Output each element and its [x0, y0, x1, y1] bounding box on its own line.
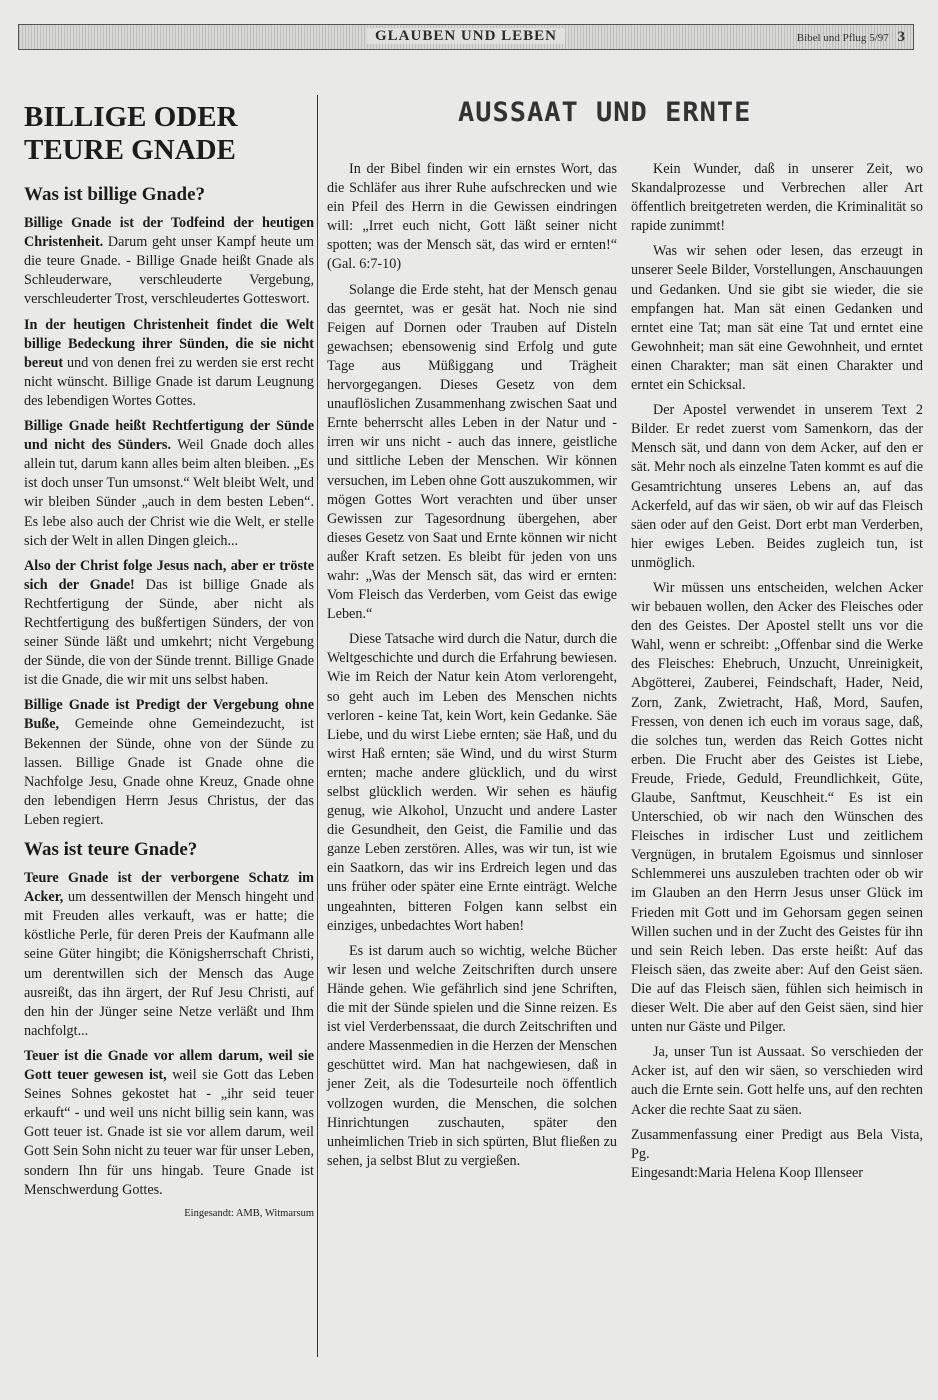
article-title-aussaat: AUSSAAT UND ERNTE: [458, 97, 752, 128]
column-divider: [317, 95, 318, 1357]
paragraph: Der Apostel verwendet in unserem Text 2 Bilder. Er redet zuerst vom Samenkorn, das der Mensch sät, und dann von dem Acker, auf den er sät. Mehr noch als einzelne Taten kommt es auf die Gesamtrichtung unseres Lebens an, auf das Ackerfeld, auf das wir säen, ob wir auf das Fleisch säen oder auf den Geist. Dort erbt man Verderben, hier ewiges Leben. Beides zugleich tun, ist unmöglich.: [631, 402, 923, 571]
subheading: Was ist billige Gnade?: [24, 184, 206, 205]
paragraph: Also der Christ folge Jesus nach, aber er tröste sich der Gnade! Das ist billige Gnade als Rechtfertigung der Sünde, aber nicht als Rechtfertigung des bußfertigen Sünders, der von seiner Sünde läßt und umkehrt; nicht Vergebung der Sünde, die von der Sünde trennt. Billige Gnade ist die Gnade, die wir mit uns selbst haben.: [24, 557, 314, 689]
paragraph: Was wir sehen oder lesen, das erzeugt in unserer Seele Bilder, Vorstellungen, Anschauungen und Gedanken. Und sie gibt sie wieder, die sie empfangen hat. Man sät einen Gedanken und erntet eine Tat; man sät eine Tat und erntet eine Gewohnheit; man sät eine Gewohnheit, und erntet einen Charakter; man sät einen Charakter und erntet ein Schicksal.: [631, 243, 923, 394]
paragraph: Es ist darum auch so wichtig, welche Bücher wir lesen und welche Zeitschriften durch unsere Hände gehen. Wie gefährlich sind jene Schriften, die mit der Sünde spielen und die Sinne reizen. Es ist viel Verderbenssaat, die durch Zeitschriften und andere Massenmedien in die Herzen der Menschen geschüttet wird. Man hat nachgewiesen, daß in jener Zeit, als die Todesurteile noch öffentlich vollzogen wurden, die Menschen, die solchen Hinrichtungen zuschauten, später den unheimlichen Trieb in sich spürten, Blut fließen zu sehen, ja selbst Blut zu vergießen.: [327, 942, 617, 1169]
page-header: [18, 24, 914, 50]
paragraph: In der heutigen Christenheit findet die Welt billige Bedeckung ihrer Sünden, die sie nicht bereut und von denen frei zu werden sie erst recht nicht wünscht. Billige Gnade ist darum Leugnung des lebendigen Wortes Gottes.: [24, 316, 314, 409]
source-credit: Eingesandt:Maria Helena Koop Illenseer: [631, 1164, 864, 1181]
paragraph: Diese Tatsache wird durch die Natur, durch die Weltgeschichte und durch die Erfahrung bewiesen. Wie im Reich der Natur kein Atom verlorengeht, so geht auch im Leben des Menschen nichts verloren - keine Tat, kein Wort, kein Gedanke. Säe Liebe, und du wirst Liebe ernten; säe Haß, und du wirst Haß ernten; säe Wind, und du wirst Sturm ernten; mache andere glücklich, und du wirst selbst glücklich werden. Wir sehen es häufig genug, wie Alkohol, Unzucht und andere Laster die Gesundheit, den Geist, die Familie und das ganze Leben zerstören. Alles, was wir tun, ist wie ein Saatkorn, das wir ins Erdreich legen und das uns früher oder später eine Ernte einträgt. Welche ungeahnten, bitteren Folgen kann selbst ein einziges, unbedachtes Wort haben!: [327, 631, 617, 934]
section-title: GLAUBEN UND LEBEN: [19, 28, 913, 45]
article-aussaat-col2: [631, 160, 923, 1183]
issue-number: 5/97: [869, 32, 889, 44]
page-meta: [797, 29, 905, 46]
source-credit: Eingesandt: AMB, Witmarsum: [184, 1207, 314, 1219]
paragraph: In der Bibel finden wir ein ernstes Wort, das die Schläfer aus ihrer Ruhe aufschrecken und wie ein Pfeil des Herrn in die Gewissen eindringen will: „Irret euch nicht, Gott läßt seiner nicht spotten; was der Mensch sät, das wird er ernten!“ (Gal. 6:7-10): [327, 161, 617, 273]
paragraph: Billige Gnade ist Predigt der Vergebung ohne Buße, Gemeinde ohne Gemeindezucht, ist Bekennen der Sünde, ohne von der Sünde zu lassen. Billige Gnade ist Gnade ohne die Nachfolge Jesu, Gnade ohne Kreuz, Gnade ohne den lebendigen Herrn Jesus Christus, der das Leben regiert.: [24, 697, 314, 828]
article-billige-gnade: [24, 95, 314, 1223]
subheading: Was ist teure Gnade?: [24, 839, 198, 860]
paragraph: Teuer ist die Gnade vor allem darum, weil sie Gott teuer gewesen ist, weil sie Gott das Leben Seines Sohnes gekostet hat - „ihr seid teuer erkauft“ - und weil uns nicht billig sein kann, was Gott teuer ist. Gnade ist sie vor allem darum, weil Gott Sein Sohn nicht zu teuer war für unser Leben, sondern Ihn für uns hingab. Teure Gnade ist Menschwerdung Gottes.: [24, 1047, 314, 1198]
article-title: BILLIGE ODER TEURE GNADE: [24, 101, 238, 166]
page-number: 3: [897, 29, 905, 45]
article-aussaat-col1: [327, 160, 617, 1177]
paragraph: Solange die Erde steht, hat der Mensch genau das geerntet, was er gesät hat. Noch nie sind Feigen auf Dornen oder Trauben auf Disteln gewachsen; ebensowenig sind Erfolg und gute Tage aus Müßiggang und Trägheit hervorgegangen. Dieses Gesetz von dem unauflöslichen Zusammenhang zwischen Saat und Ernte beherrscht alles Leben in der Natur und - irren wir uns nicht - auch das innere, geistliche und sittliche Leben der Menschen. Wir können versuchen, im Leben ohne Gott auszukommen, wir mögen Gottes Wort verachten und über unser Gewissen zur Tagesordnung übergehen, aber dieses Gesetz von Saat und Ernte können wir nicht außer Kraft setzen. Es bleibt für jeden von uns wahr: „Was der Mensch sät, das wird er ernten: Vom Fleisch das Verderben, vom Geist das ewige Leben.“: [327, 281, 617, 623]
paragraph: Ja, unser Tun ist Aussaat. So verschieden der Acker ist, auf den wir säen, so verschieden wird auch die Ernte sein. Gott helfe uns, auf den rechten Acker die rechte Saat zu säen.: [631, 1044, 923, 1118]
paragraph: Billige Gnade heißt Rechtfertigung der Sünde und nicht des Sünders. Weil Gnade doch alles allein tut, darum kann alles beim alten bleiben. „Es ist doch unser Tun umsonst.“ Welt bleibt Welt, und wir bleiben Sünder „auch in dem besten Leben“. Es lebe also auch der Christ wie die Welt, er stelle sich der Welt in allen Dingen gleich...: [24, 418, 314, 549]
magazine-name: Bibel und Pflug: [796, 32, 867, 44]
paragraph: Billige Gnade ist der Todfeind der heutigen Christenheit. Darum geht unser Kampf heute um die teure Gnade. - Billige Gnade heißt Gnade als Schleuderware, verschleuderte Vergebung, verschleuderter Trost, verschleudertes Gotteswort.: [24, 215, 314, 308]
summary-note: Zusammenfassung einer Predigt aus Bela Vista, Pg.: [631, 1126, 923, 1162]
paragraph: Kein Wunder, daß in unserer Zeit, wo Skandalprozesse und Verbrechen aller Art öffentlich breitgetreten werden, die Kriminalität so rapide zunimmt!: [631, 161, 923, 235]
paragraph: Teure Gnade ist der verborgene Schatz im Acker, um dessentwillen der Mensch hingeht und mit Freuden alles verkauft, was er hatte; die köstliche Perle, für deren Preis der Kaufmann alle seine Güter hingibt; die Königsherrschaft Christi, um derentwillen sich der Mensch das Auge ausreißt, das ihn ärgert, der Ruf Jesu Christi, auf den hin der Jünger seine Netze verläßt und Ihm nachfolgt...: [24, 870, 314, 1039]
paragraph: Wir müssen uns entscheiden, welchen Acker wir bebauen wollen, den Acker des Fleisches oder den des Geistes. Der Apostel stellt uns vor die Wahl, wenn er schreibt: „Offenbar sind die Werke des Fleisches: Ehebruch, Unzucht, Unreinigkeit, Abgötterei, Zauberei, Feindschaft, Hader, Neid, Zorn, Zank, Zwietracht, Haß, Mord, Saufen, Fressen, von denen ich euch im voraus sage, daß, die solches tun, werden das Reich Gottes nicht erben. Die Frucht aber des Geistes ist Liebe, Freude, Friede, Geduld, Freundlichkeit, Güte, Glaube, Sanftmut, Keuschheit.“ Es ist ein Unterschied, ob wir nach den Wünschen des Fleisches in irdischer Lust und zeitlichem Vergnügen, in brutalem Egoismus und sinnloser Schlemmerei uns auszuleben trachten oder ob wir im Glauben an den Herrn Jesus unser Glück im Frieden mit Gott und im Gehorsam gegen seinen Willen suchen und in der Zucht des Geistes für ihn und sein Reich leben. Das erste heißt: Auf das Fleisch säen, das zweite aber: Auf den Geist säen. Die auf das Fleisch säen, fühlen sich heimisch in dieser Welt. Die aber auf den Geist säen, sind hier unten nur Gäste und Pilger.: [631, 579, 923, 1036]
